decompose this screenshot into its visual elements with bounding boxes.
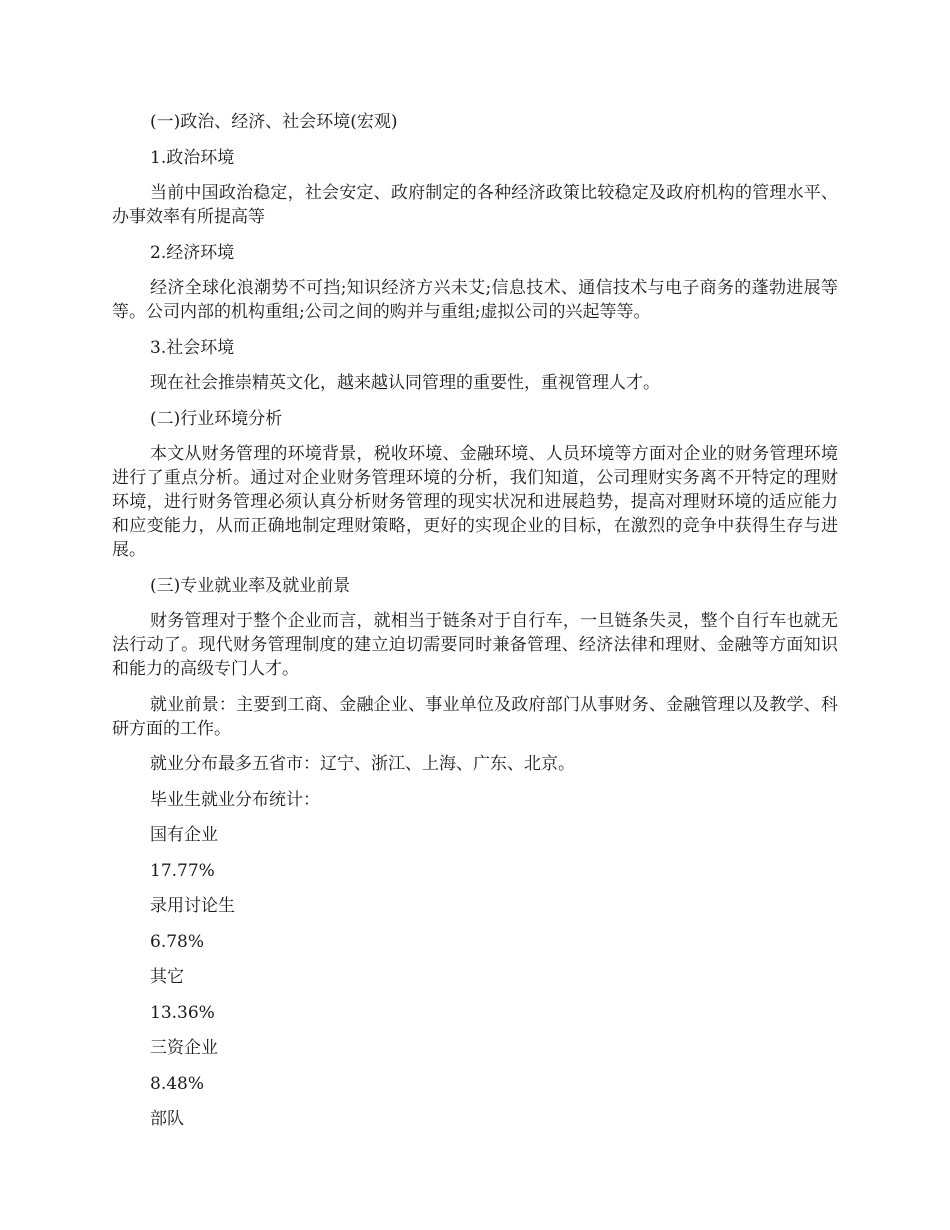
stat-value: 13.36%: [150, 1002, 215, 1023]
provinces-paragraph: 就业分布最多五省市：辽宁、浙江、上海、广东、北京。: [150, 754, 575, 774]
employment-paragraph: 财务管理对于整个企业而言，就相当于链条对于自行车，一旦链条失灵，整个自行车也就无法行动了。现代财务管理制度的建立迫切需要同时兼备管理、经济法律和理财、金融等方面知识和能力的高级专门人才。: [112, 611, 838, 679]
society-heading: 3.社会环境: [150, 337, 235, 358]
section2-heading: (二)行业环境分析: [150, 408, 283, 429]
politics-heading: 1.政治环境: [150, 147, 235, 168]
section1-heading: (一)政治、经济、社会环境(宏观): [150, 112, 398, 132]
stat-value: 8.48%: [150, 1073, 205, 1094]
stat-label: 录用讨论生: [150, 896, 235, 916]
industry-paragraph: 本文从财务管理的环境背景，税收环境、金融环境、人员环境等方面对企业的财务管理环境进行了重点分析。通过对企业财务管理环境的分析，我们知道，公司理财实务离不开特定的理财环境，进行财务管理必须认真分析财务管理的现实状况和进展趋势，提高对理财环境的适应能力和应变能力，从而正确地制定理财策略，更好的实现企业的目标，在激烈的竞争中获得生存与进展。: [112, 444, 838, 560]
society-paragraph: 现在社会推崇精英文化，越来越认同管理的重要性，重视管理人才。: [150, 373, 660, 393]
section3-heading: (三)专业就业率及就业前景: [150, 575, 351, 596]
politics-paragraph: 当前中国政治稳定，社会安定、政府制定的各种经济政策比较稳定及政府机构的管理水平、办事效率有所提高等: [112, 183, 838, 227]
stat-label: 其它: [150, 967, 184, 987]
economy-heading: 2.经济环境: [150, 242, 235, 263]
prospect-paragraph: 就业前景：主要到工商、金融企业、事业单位及政府部门从事财务、金融管理以及教学、科研方面的工作。: [112, 694, 838, 739]
economy-paragraph: 经济全球化浪潮势不可挡;知识经济方兴未艾;信息技术、通信技术与电子商务的蓬勃进展等等。公司内部的机构重组;公司之间的购并与重组;虚拟公司的兴起等等。: [112, 278, 838, 322]
stat-label: 国有企业: [150, 825, 218, 845]
stat-value: 17.77%: [150, 860, 215, 881]
stats-heading: 毕业生就业分布统计：: [150, 789, 320, 810]
stat-label: 部队: [150, 1109, 184, 1129]
stat-value: 6.78%: [150, 931, 205, 952]
stat-label: 三资企业: [150, 1038, 218, 1058]
